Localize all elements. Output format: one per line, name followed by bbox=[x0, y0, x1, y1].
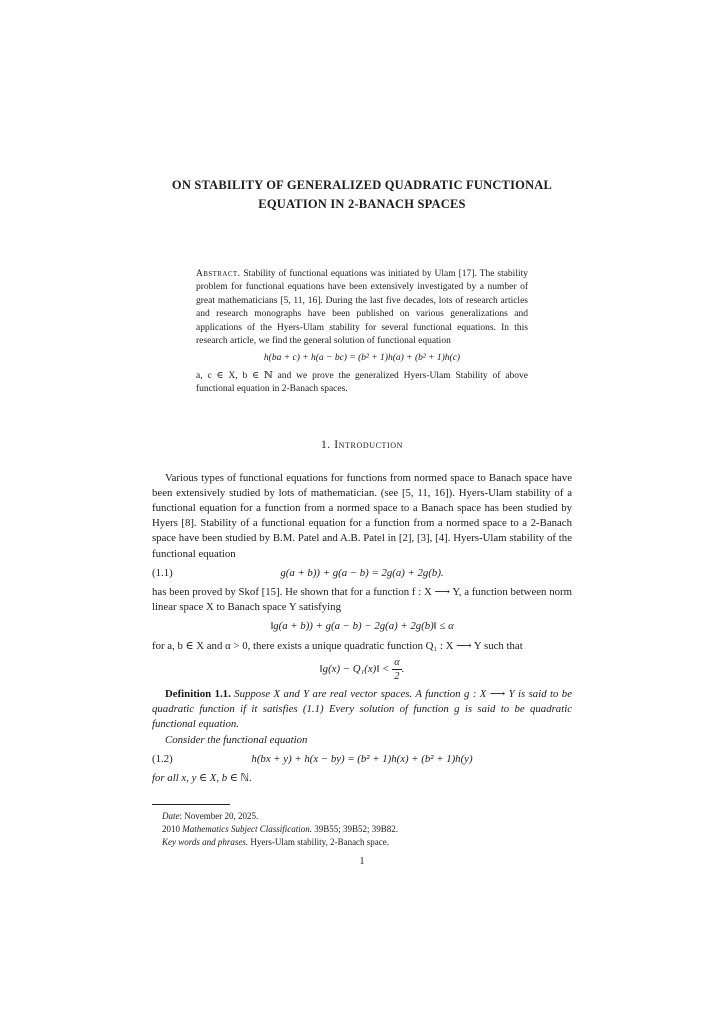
fraction-numerator: α bbox=[394, 656, 400, 668]
footnotes bbox=[152, 804, 572, 849]
equation-fraction-right: . bbox=[401, 662, 405, 675]
equation-1-1-body: g(a + b)) + g(a − b) = 2g(a) + 2g(b). bbox=[280, 566, 444, 579]
abstract-label: Abstract. bbox=[196, 269, 241, 279]
definition-label: Definition 1.1. bbox=[165, 687, 231, 700]
paper-title-line2: EQUATION IN 2-BANACH SPACES bbox=[258, 197, 466, 211]
paper-content bbox=[152, 176, 572, 786]
footnote-msc-prefix: 2010 bbox=[162, 824, 183, 834]
abstract bbox=[196, 268, 528, 397]
equation-fraction-left: ‖g(x) − Q₁(x)‖ < bbox=[319, 662, 390, 675]
equation-1-2-body: h(bx + y) + h(x − by) = (b² + 1)h(x) + (b² + 1)h(y) bbox=[251, 752, 473, 765]
fraction-denominator: 2 bbox=[394, 670, 400, 682]
footnote-msc bbox=[152, 823, 572, 836]
equation-1-1-tag: (1.1) bbox=[152, 566, 173, 579]
footnote-rule bbox=[152, 804, 230, 805]
equation-norm-bound-body: ‖g(a + b)) + g(a − b) − 2g(a) + 2g(b)‖ ≤ α bbox=[270, 620, 454, 633]
footnote-msc-text: 39B55; 39B52; 39B82. bbox=[312, 824, 399, 834]
intro-paragraph-1: Various types of functional equations for functions from normed space to Banach space have been extensively studied by lots of mathematician. (see [5, 11, 16]). Hyers-Ulam stability of a functional equation for a function from a normed space to a Banach space has been studied by Hyers [8]. Stability of a functional equation for a function from a normed space to a 2-Banach space have been studied by B.M. Patel and A.B. Patel in [2], [3], [4]. Hyers-Ulam stability of the functional equation bbox=[152, 471, 572, 560]
intro-paragraph-3: for a, b ∈ X and α > 0, there exists a unique quadratic function Q₁ : X ⟶ Y such that bbox=[152, 639, 523, 652]
abstract-body: Stability of functional equations was initiated by Ulam [17]. The stability problem for functional equations have been extensively investigated by a number of great mathematicians [5, 11, 16]. During the last five decades, lots of research articles and research monographs have been published on various generalizations and applications of the Hyers-Ulam stability for several functional equations. In this research article, we find the general solution of functional equation bbox=[196, 269, 528, 347]
abstract-paragraph bbox=[196, 268, 528, 348]
intro-paragraph-2: has been proved by Skof [15]. He shown that for a function f : X ⟶ Y, a function between norm linear space X to Banach space Y satisfying bbox=[152, 586, 572, 614]
footnote-keywords-text: Hyers-Ulam stability, 2-Banach space. bbox=[248, 837, 390, 847]
equation-1-1 bbox=[152, 566, 572, 581]
equation-1-2 bbox=[152, 752, 572, 767]
footnote-msc-label: Mathematics Subject Classification. bbox=[182, 824, 312, 834]
footnote-keywords-label: Key words and phrases. bbox=[162, 837, 249, 847]
equation-norm-bound bbox=[152, 619, 572, 634]
introduction-body bbox=[152, 471, 572, 786]
footnote-date-label: Date bbox=[162, 811, 180, 821]
definition-1-1 bbox=[152, 687, 572, 733]
equation-fraction bbox=[152, 657, 572, 682]
section-heading-introduction: 1. Introduction bbox=[320, 438, 404, 451]
paper-title-line1: ON STABILITY OF GENERALIZED QUADRATIC FUNCTIONAL bbox=[171, 178, 553, 192]
paper-title bbox=[152, 176, 572, 214]
footnote-date bbox=[152, 810, 572, 823]
equation-1-2-tag: (1.2) bbox=[152, 752, 173, 765]
fraction-alpha-over-2 bbox=[392, 657, 401, 682]
forall-line: for all x, y ∈ X, b ∈ ℕ. bbox=[152, 771, 252, 784]
definition-body: Suppose X and Y are real vector spaces. A function g : X ⟶ Y is said to be quadratic function if it satisfies (1.1) Every solution of function g is said to be quadratic functional equation. bbox=[152, 687, 572, 731]
footnote-keywords bbox=[152, 836, 572, 849]
page-number: 1 bbox=[359, 856, 365, 867]
footnote-date-text: : November 20, 2025. bbox=[179, 811, 259, 821]
abstract-equation: h(ba + c) + h(a − bc) = (b² + 1)h(a) + (b² + 1)h(c) bbox=[263, 353, 461, 364]
abstract-after: a, c ∈ X, b ∈ ℕ and we prove the generalized Hyers-Ulam Stability of above functional equation in 2-Banach spaces. bbox=[196, 370, 528, 395]
consider-line: Consider the functional equation bbox=[165, 733, 308, 746]
